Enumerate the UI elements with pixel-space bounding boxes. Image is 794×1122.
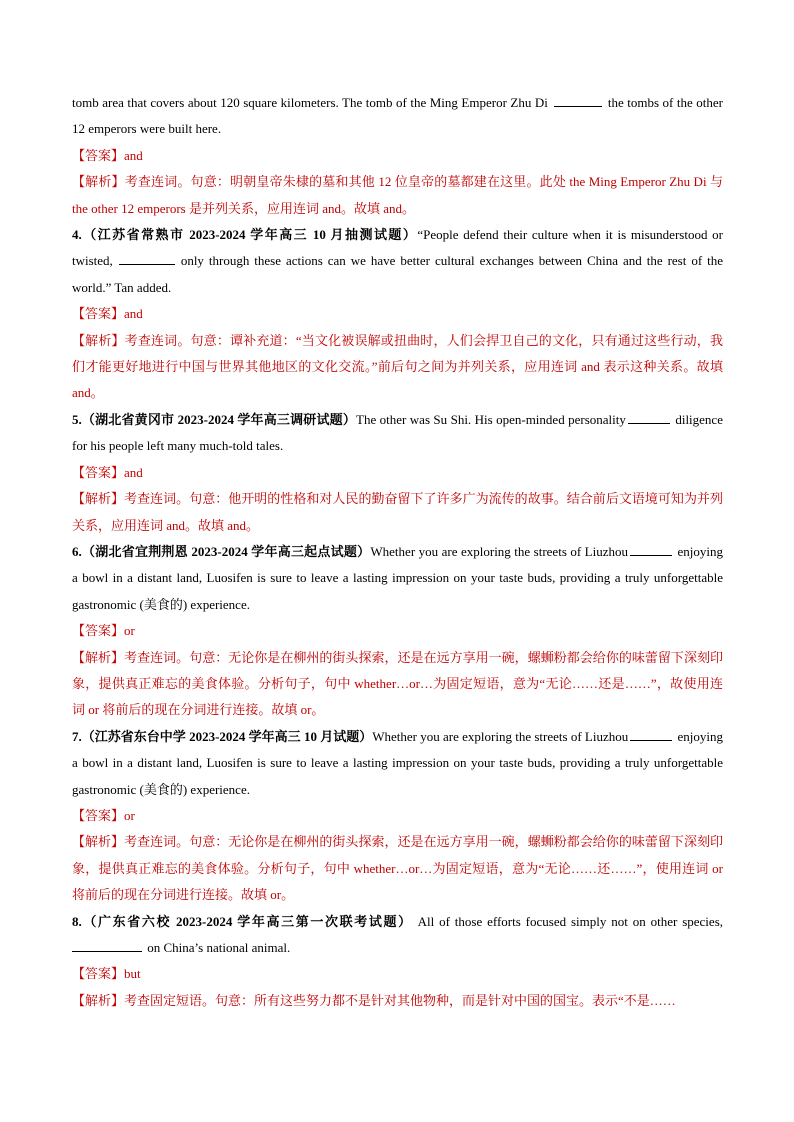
question-text <box>72 90 723 143</box>
question-text-after: the tombs of the other 12 emperors were built here. <box>72 95 723 137</box>
question-text-after: diligence for his people left many much-told tales. <box>72 411 723 454</box>
analysis-text: 考查连词。句意：谭补充道：“当文化被误解或扭曲时，人们会捍卫自己的文化，只有通过这些行动，我们才能更好地进行中国与世界其他地区的文化交流。”前后句之间为并列关系，应用连词 and 表示这种关系。故填 and。 <box>72 332 723 401</box>
answer-line <box>72 618 723 644</box>
question-text-before: All of those efforts focused simply not on other species, <box>417 913 723 929</box>
analysis-text: 考查固定短语。句意：所有这些努力都不是针对其他物种，而是针对中国的国宝。表示“不是…… <box>124 992 676 1008</box>
answer-blank <box>630 543 672 556</box>
analysis-label: 【解析】 <box>72 491 125 507</box>
question-text-before: “People defend their culture when it is misunderstood or twisted, <box>72 227 723 269</box>
answer-value: or <box>124 623 135 639</box>
question-source: （湖北省黄冈市 2023-2024 学年高三调研试题） <box>81 411 356 427</box>
analysis-line <box>72 988 723 1014</box>
question-text-after: enjoying a bowl in a distant land, Luosifen is sure to leave a lasting impression on your taste buds, providing a truly unforgettable gastronomic (美食的) experience. <box>72 543 724 612</box>
analysis-line <box>72 829 723 908</box>
answer-line <box>72 803 723 829</box>
answer-label: 【答案】 <box>72 623 125 639</box>
question-6 <box>72 539 723 618</box>
question-number: 5. <box>72 411 82 427</box>
question-source: （湖北省宜荆荆恩 2023-2024 学年高三起点试题） <box>81 543 371 559</box>
question-number: 4. <box>72 227 82 243</box>
analysis-label: 【解析】 <box>72 649 125 665</box>
analysis-text: 考查连词。句意：无论你是在柳州的街头探索，还是在远方享用一碗，螺蛳粉都会给你的味蕾留下深刻印象，提供真正难忘的美食体验。分析句子，句中 whether…or…为固定短语，意为“无论……还是……”，故使用连词 or 将前后的现在分词进行连接。故填 or。 <box>72 649 723 718</box>
question-5 <box>72 407 723 460</box>
analysis-text: 考查连词。句意：无论你是在柳州的街头探索，还是在远方享用一碗，螺蛳粉都会给你的味蕾留下深刻印象，提供真正难忘的美食体验。分析句子，句中 whether…or…为固定短语，意为“无论……还……”，使用连词 or 将前后的现在分词进行连接。故填 or。 <box>72 834 723 903</box>
answer-line <box>72 301 723 327</box>
answer-label: 【答案】 <box>72 966 125 982</box>
question-source: （江苏省东台中学 2023-2024 学年高三 10 月试题） <box>81 728 373 744</box>
question-text-before: tomb area that covers about 120 square kilometers. The tomb of the Ming Emperor Zhu Di <box>72 95 548 110</box>
question-number: 7. <box>72 728 82 744</box>
answer-value: but <box>124 966 141 982</box>
answer-value: and <box>124 147 143 163</box>
analysis-label: 【解析】 <box>72 834 125 850</box>
question-4 <box>72 222 723 301</box>
question-text-after: enjoying a bowl in a distant land, Luosifen is sure to leave a lasting impression on your taste buds, providing a truly unforgettable gastronomic (美食的) experience. <box>72 728 724 797</box>
analysis-label: 【解析】 <box>72 332 125 348</box>
analysis-line <box>72 328 723 407</box>
question-text-after: only through these actions can we have better cultural exchanges between China and the rest of the world.” Tan added. <box>72 253 723 295</box>
analysis-line <box>72 169 723 222</box>
question-text-before: The other was Su Shi. His open-minded personality <box>356 411 626 427</box>
answer-line <box>72 460 723 486</box>
answer-value: and <box>124 306 143 322</box>
answer-label: 【答案】 <box>72 306 125 322</box>
answer-label: 【答案】 <box>72 807 125 823</box>
question-number: 6. <box>72 543 82 559</box>
question-7 <box>72 724 723 803</box>
answer-value: or <box>124 807 135 823</box>
analysis-text: 考查连词。句意：明朝皇帝朱棣的墓和其他 12 位皇帝的墓都建在这里。此处 the Ming Emperor Zhu Di 与 the other 12 emperors 是并列关系，应用连词 and。故填 and。 <box>72 174 723 216</box>
document-page <box>72 90 723 1014</box>
answer-value: and <box>124 464 143 480</box>
question-text-before: Whether you are exploring the streets of Liuzhou <box>370 543 629 559</box>
answer-label: 【答案】 <box>72 464 125 480</box>
analysis-line <box>72 645 723 724</box>
question-source: （江苏省常熟市 2023-2024 学年高三 10 月抽测试题） <box>81 227 418 243</box>
analysis-label: 【解析】 <box>72 992 125 1008</box>
answer-blank <box>119 252 175 265</box>
analysis-text: 考查连词。句意：他开明的性格和对人民的勤奋留下了许多广为流传的故事。结合前后文语境可知为并列关系，应用连词 and。故填 and。 <box>72 491 723 533</box>
answer-label: 【答案】 <box>72 147 125 163</box>
answer-line <box>72 961 723 987</box>
answer-blank <box>72 939 142 952</box>
question-number: 8. <box>72 913 82 929</box>
answer-line <box>72 143 723 169</box>
answer-blank <box>630 728 672 741</box>
answer-blank <box>554 94 602 107</box>
question-source: （广东省六校 2023-2024 学年高三第一次联考试题） <box>81 913 413 929</box>
analysis-line <box>72 486 723 539</box>
question-text-before: Whether you are exploring the streets of Liuzhou <box>372 728 629 744</box>
answer-blank <box>628 411 670 424</box>
question-text-after: on China’s national animal. <box>147 940 291 955</box>
question-8 <box>72 909 723 962</box>
analysis-label: 【解析】 <box>72 174 125 190</box>
